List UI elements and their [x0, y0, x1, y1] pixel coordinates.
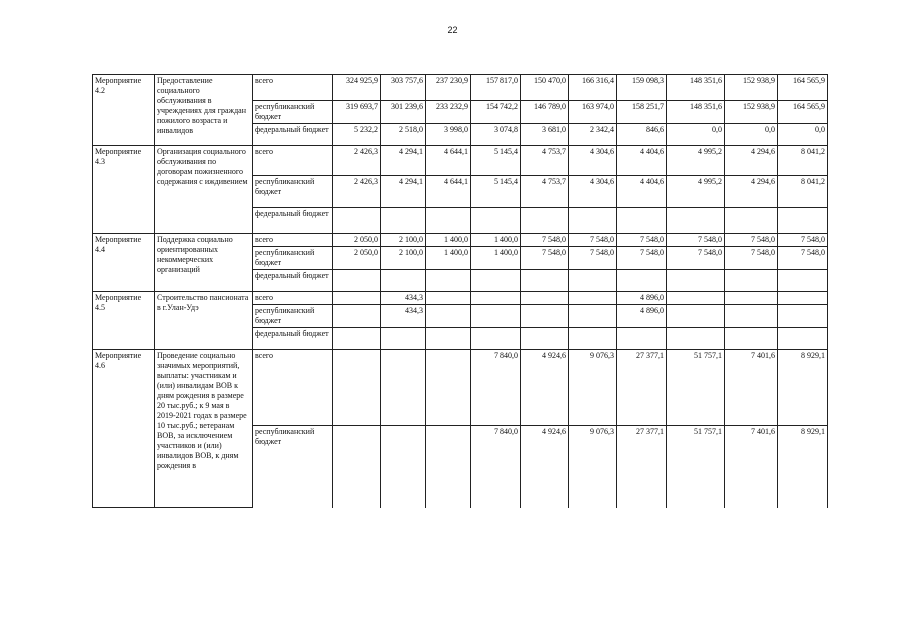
- amount-cell: 4 294,1: [381, 146, 426, 176]
- amount-cell: [569, 328, 617, 350]
- amount-cell: [521, 305, 569, 328]
- amount-cell: [381, 270, 426, 292]
- measure-name-cell: Организация социального обслуживания по договорам пожизненного содержания с иждивением: [155, 146, 253, 234]
- amount-cell: 4 404,6: [617, 176, 667, 208]
- amount-cell: 148 351,6: [667, 101, 725, 124]
- amount-cell: [667, 305, 725, 328]
- amount-cell: 301 239,6: [381, 101, 426, 124]
- amount-cell: 8 929,1: [778, 426, 828, 508]
- amount-cell: 4 304,6: [569, 146, 617, 176]
- funding-source-cell: федеральный бюджет: [253, 124, 333, 146]
- amount-cell: 4 896,0: [617, 292, 667, 305]
- amount-cell: 1 400,0: [471, 234, 521, 247]
- amount-cell: 2 426,3: [333, 176, 381, 208]
- amount-cell: 0,0: [778, 124, 828, 146]
- amount-cell: 27 377,1: [617, 350, 667, 426]
- amount-cell: 146 789,0: [521, 101, 569, 124]
- amount-cell: 4 294,6: [725, 176, 778, 208]
- amount-cell: 2 100,0: [381, 234, 426, 247]
- amount-cell: [471, 208, 521, 234]
- amount-cell: [521, 328, 569, 350]
- amount-cell: 7 548,0: [521, 247, 569, 270]
- amount-cell: 9 076,3: [569, 350, 617, 426]
- amount-cell: [333, 328, 381, 350]
- amount-cell: [471, 270, 521, 292]
- amount-cell: [569, 292, 617, 305]
- amount-cell: [521, 292, 569, 305]
- budget-table-body: [93, 75, 828, 508]
- amount-cell: [667, 292, 725, 305]
- funding-source-cell: федеральный бюджет: [253, 270, 333, 292]
- amount-cell: 7 548,0: [617, 234, 667, 247]
- amount-cell: 5 232,2: [333, 124, 381, 146]
- amount-cell: [471, 328, 521, 350]
- amount-cell: [569, 270, 617, 292]
- amount-cell: [667, 328, 725, 350]
- amount-cell: 319 693,7: [333, 101, 381, 124]
- amount-cell: 7 840,0: [471, 426, 521, 508]
- amount-cell: 5 145,4: [471, 146, 521, 176]
- amount-cell: 166 316,4: [569, 75, 617, 101]
- amount-cell: [333, 426, 381, 508]
- amount-cell: [426, 305, 471, 328]
- funding-source-cell: всего: [253, 350, 333, 426]
- table-row: [93, 234, 828, 247]
- funding-source-cell: республиканский бюджет: [253, 426, 333, 508]
- amount-cell: 158 251,7: [617, 101, 667, 124]
- amount-cell: 7 548,0: [569, 247, 617, 270]
- amount-cell: 2 050,0: [333, 247, 381, 270]
- amount-cell: 7 401,6: [725, 426, 778, 508]
- amount-cell: 27 377,1: [617, 426, 667, 508]
- table-row: [93, 292, 828, 305]
- amount-cell: [521, 270, 569, 292]
- amount-cell: 3 074,8: [471, 124, 521, 146]
- funding-source-cell: всего: [253, 234, 333, 247]
- amount-cell: [569, 208, 617, 234]
- amount-cell: 2 050,0: [333, 234, 381, 247]
- amount-cell: [426, 426, 471, 508]
- amount-cell: 8 041,2: [778, 146, 828, 176]
- amount-cell: 1 400,0: [426, 247, 471, 270]
- amount-cell: 4 753,7: [521, 146, 569, 176]
- amount-cell: 846,6: [617, 124, 667, 146]
- amount-cell: 5 145,4: [471, 176, 521, 208]
- measure-code-cell: Мероприятие 4.4: [93, 234, 155, 292]
- funding-source-cell: федеральный бюджет: [253, 328, 333, 350]
- table-row: [93, 146, 828, 176]
- amount-cell: [617, 208, 667, 234]
- amount-cell: 4 896,0: [617, 305, 667, 328]
- amount-cell: 4 294,6: [725, 146, 778, 176]
- amount-cell: 152 938,9: [725, 75, 778, 101]
- amount-cell: [725, 305, 778, 328]
- funding-source-cell: республиканский бюджет: [253, 305, 333, 328]
- amount-cell: 164 565,9: [778, 75, 828, 101]
- amount-cell: 3 681,0: [521, 124, 569, 146]
- amount-cell: 164 565,9: [778, 101, 828, 124]
- amount-cell: [725, 270, 778, 292]
- amount-cell: [569, 305, 617, 328]
- funding-source-cell: республиканский бюджет: [253, 101, 333, 124]
- funding-source-cell: всего: [253, 292, 333, 305]
- measure-code-cell: Мероприятие 4.2: [93, 75, 155, 146]
- amount-cell: [426, 328, 471, 350]
- amount-cell: [381, 426, 426, 508]
- amount-cell: 4 995,2: [667, 146, 725, 176]
- amount-cell: [426, 208, 471, 234]
- amount-cell: 303 757,6: [381, 75, 426, 101]
- measure-name-cell: Проведение социально значимых мероприятий, выплаты: участникам и (или) инвалидам ВОВ к дням рождения в размере 20 тыс.руб.; к 9 мая в 2019-2021 годах в размере 10 тыс.руб.; ветеранам ВОВ, за исключением участников и (или) инвалидов ВОВ, к дням рождения в: [155, 350, 253, 508]
- amount-cell: [471, 305, 521, 328]
- amount-cell: 237 230,9: [426, 75, 471, 101]
- amount-cell: 2 100,0: [381, 247, 426, 270]
- amount-cell: [617, 270, 667, 292]
- amount-cell: 4 404,6: [617, 146, 667, 176]
- amount-cell: 159 098,3: [617, 75, 667, 101]
- amount-cell: 324 925,9: [333, 75, 381, 101]
- amount-cell: 154 742,2: [471, 101, 521, 124]
- budget-table: [92, 74, 828, 508]
- amount-cell: 0,0: [667, 124, 725, 146]
- amount-cell: 4 304,6: [569, 176, 617, 208]
- amount-cell: 8 929,1: [778, 350, 828, 426]
- amount-cell: [778, 305, 828, 328]
- amount-cell: 2 342,4: [569, 124, 617, 146]
- amount-cell: 163 974,0: [569, 101, 617, 124]
- amount-cell: 2 426,3: [333, 146, 381, 176]
- amount-cell: [778, 292, 828, 305]
- measure-code-cell: Мероприятие 4.3: [93, 146, 155, 234]
- amount-cell: [381, 350, 426, 426]
- amount-cell: 7 548,0: [725, 234, 778, 247]
- amount-cell: [725, 208, 778, 234]
- amount-cell: 150 470,0: [521, 75, 569, 101]
- amount-cell: 233 232,9: [426, 101, 471, 124]
- funding-source-cell: республиканский бюджет: [253, 176, 333, 208]
- amount-cell: [667, 270, 725, 292]
- amount-cell: 7 548,0: [521, 234, 569, 247]
- amount-cell: 434,3: [381, 292, 426, 305]
- amount-cell: 51 757,1: [667, 426, 725, 508]
- amount-cell: [778, 328, 828, 350]
- amount-cell: 8 041,2: [778, 176, 828, 208]
- amount-cell: 7 548,0: [778, 234, 828, 247]
- amount-cell: [333, 270, 381, 292]
- amount-cell: [725, 292, 778, 305]
- amount-cell: [725, 328, 778, 350]
- amount-cell: [617, 328, 667, 350]
- amount-cell: [381, 208, 426, 234]
- amount-cell: 7 548,0: [725, 247, 778, 270]
- amount-cell: 152 938,9: [725, 101, 778, 124]
- table-row: [93, 75, 828, 101]
- amount-cell: 148 351,6: [667, 75, 725, 101]
- amount-cell: 9 076,3: [569, 426, 617, 508]
- amount-cell: 4 924,6: [521, 350, 569, 426]
- amount-cell: [333, 292, 381, 305]
- amount-cell: [778, 208, 828, 234]
- amount-cell: 4 995,2: [667, 176, 725, 208]
- amount-cell: 51 757,1: [667, 350, 725, 426]
- amount-cell: 7 548,0: [617, 247, 667, 270]
- amount-cell: [333, 350, 381, 426]
- amount-cell: 7 548,0: [778, 247, 828, 270]
- amount-cell: 1 400,0: [426, 234, 471, 247]
- amount-cell: [333, 305, 381, 328]
- amount-cell: 7 401,6: [725, 350, 778, 426]
- table-row: [93, 350, 828, 426]
- amount-cell: 2 518,0: [381, 124, 426, 146]
- amount-cell: 7 840,0: [471, 350, 521, 426]
- amount-cell: [471, 292, 521, 305]
- funding-source-cell: федеральный бюджет: [253, 208, 333, 234]
- amount-cell: [778, 270, 828, 292]
- amount-cell: 1 400,0: [471, 247, 521, 270]
- amount-cell: [381, 328, 426, 350]
- amount-cell: 4 644,1: [426, 146, 471, 176]
- page-number: 22: [447, 25, 458, 35]
- amount-cell: 7 548,0: [667, 234, 725, 247]
- measure-name-cell: Предоставление социального обслуживания в учреждениях для граждан пожилого возраста и инвалидов: [155, 75, 253, 146]
- amount-cell: 0,0: [725, 124, 778, 146]
- amount-cell: 3 998,0: [426, 124, 471, 146]
- amount-cell: 4 644,1: [426, 176, 471, 208]
- amount-cell: [521, 208, 569, 234]
- measure-name-cell: Строительство пансионата в г.Улан-Удэ: [155, 292, 253, 350]
- amount-cell: [426, 292, 471, 305]
- amount-cell: [333, 208, 381, 234]
- funding-source-cell: всего: [253, 146, 333, 176]
- amount-cell: [426, 270, 471, 292]
- amount-cell: 4 753,7: [521, 176, 569, 208]
- measure-code-cell: Мероприятие 4.6: [93, 350, 155, 508]
- funding-source-cell: всего: [253, 75, 333, 101]
- measure-code-cell: Мероприятие 4.5: [93, 292, 155, 350]
- amount-cell: [667, 208, 725, 234]
- amount-cell: 4 924,6: [521, 426, 569, 508]
- amount-cell: 4 294,1: [381, 176, 426, 208]
- amount-cell: 7 548,0: [667, 247, 725, 270]
- amount-cell: 7 548,0: [569, 234, 617, 247]
- amount-cell: 157 817,0: [471, 75, 521, 101]
- funding-source-cell: республиканский бюджет: [253, 247, 333, 270]
- amount-cell: 434,3: [381, 305, 426, 328]
- measure-name-cell: Поддержка социально ориентированных некоммерческих организаций: [155, 234, 253, 292]
- amount-cell: [426, 350, 471, 426]
